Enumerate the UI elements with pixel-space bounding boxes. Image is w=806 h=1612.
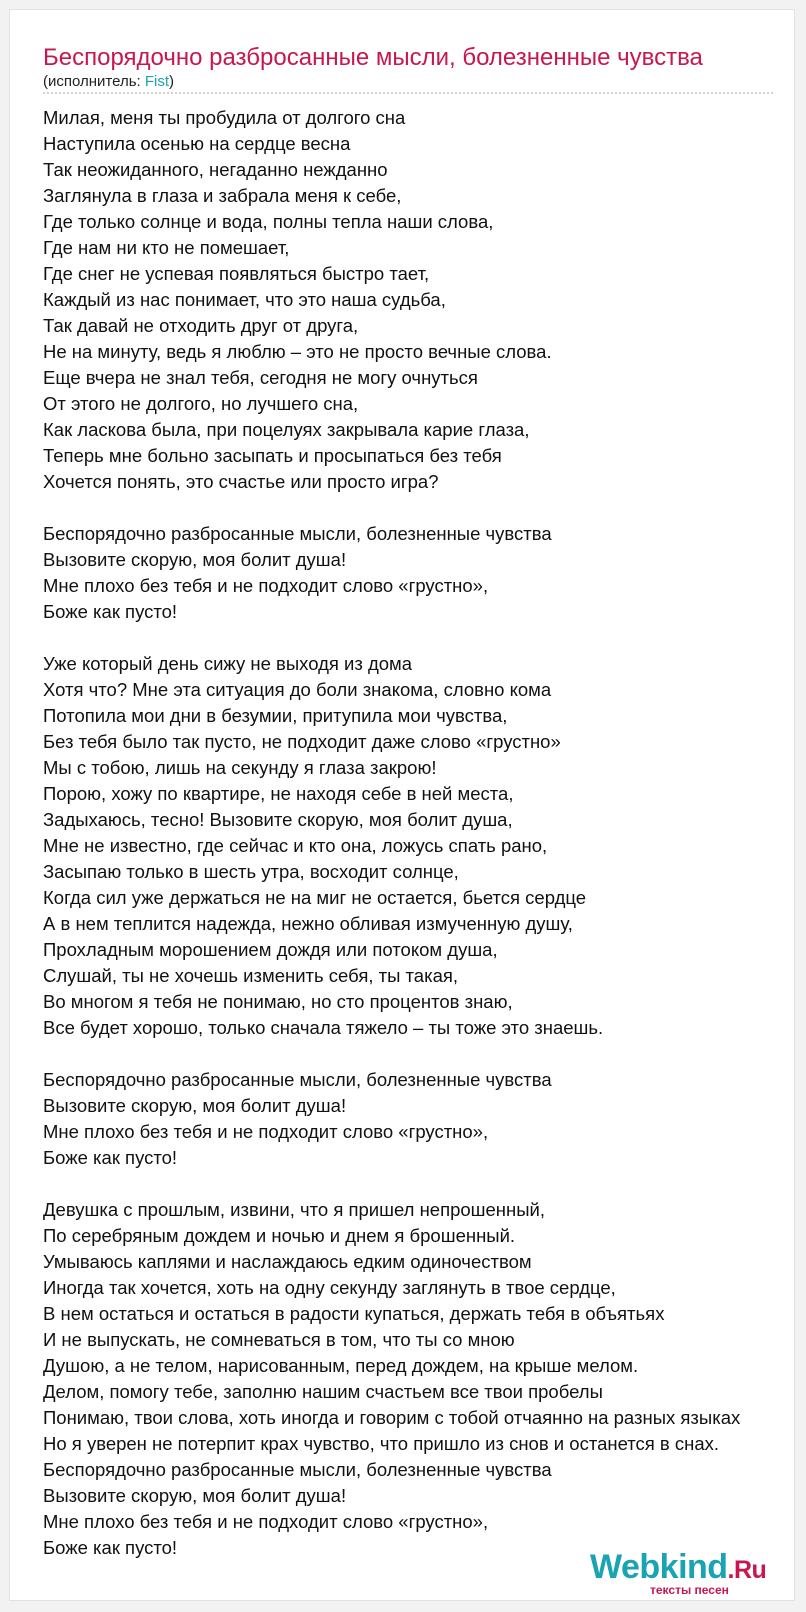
lyric-line: Прохладным морошением дождя или потоком душа, — [43, 939, 498, 960]
lyric-line: Где нам ни кто не помешает, — [43, 237, 290, 258]
lyric-line: Вызовите скорую, моя болит душа! — [43, 1095, 347, 1116]
logo-tld: .Ru — [727, 1556, 767, 1584]
lyric-line: Мне плохо без тебя и не подходит слово «грустно», — [43, 1121, 489, 1142]
lyric-line: Милая, меня ты пробудила от долгого сна — [43, 107, 406, 128]
lyric-line: Вызовите скорую, моя болит душа! — [43, 1485, 347, 1506]
artist-suffix: ) — [169, 73, 175, 90]
lyric-line: В нем остаться и остаться в радости купаться, держать тебя в объятьях — [43, 1303, 665, 1324]
header-divider — [43, 92, 773, 94]
lyric-line: Слушай, ты не хочешь изменить себя, ты такая, — [43, 965, 459, 986]
lyric-line: Хотя что? Мне эта ситуация до боли знакома, словно кома — [43, 679, 552, 700]
lyric-line: А в нем теплится надежда, нежно обливая измученную душу, — [43, 913, 573, 934]
lyric-line: Беспорядочно разбросанные мысли, болезненные чувства — [43, 523, 552, 544]
lyric-line: Душою, а не телом, нарисованным, перед дождем, на крыше мелом. — [43, 1355, 639, 1376]
lyric-line: Потопила мои дни в безумии, притупила мои чувства, — [43, 705, 508, 726]
artist-link[interactable]: Fist — [144, 73, 170, 90]
lyric-line: Вызовите скорую, моя болит душа! — [43, 549, 347, 570]
lyric-line: Умываюсь каплями и наслаждаюсь едким одиночеством — [43, 1251, 532, 1272]
lyric-line: Когда сил уже держаться не на миг не остается, бьется сердце — [43, 887, 587, 908]
lyric-line: Заглянула в глаза и забрала меня к себе, — [43, 185, 402, 206]
lyric-line: Беспорядочно разбросанные мысли, болезненные чувства — [43, 1069, 552, 1090]
stanza-gap — [43, 1041, 740, 1067]
lyric-line: Девушка с прошлым, извини, что я пришел непрошенный, — [43, 1199, 546, 1220]
logo-tagline: тексты песен — [650, 1583, 729, 1597]
lyric-line: Так давай не отходить друг от друга, — [43, 315, 359, 336]
lyric-line: Боже как пусто! — [43, 1537, 178, 1558]
lyric-line: Боже как пусто! — [43, 601, 178, 622]
lyric-line: Так неожиданного, негаданно нежданно — [43, 159, 388, 180]
webkind-logo[interactable] — [590, 1548, 766, 1587]
lyric-line: Где только солнце и вода, полны тепла наши слова, — [43, 211, 494, 232]
lyric-line: Хочется понять, это счастье или просто игра? — [43, 471, 439, 492]
lyric-line: Во многом я тебя не понимаю, но сто процентов знаю, — [43, 991, 513, 1012]
lyric-line: Делом, помогу тебе, заполню нашим счастьем все твои пробелы — [43, 1381, 603, 1402]
lyric-line: Не на минуту, ведь я люблю – это не просто вечные слова. — [43, 341, 552, 362]
lyric-line: Но я уверен не потерпит крах чувство, что пришло из снов и останется в снах. — [43, 1433, 720, 1454]
stanza-gap — [43, 495, 740, 521]
stanza-gap — [43, 625, 740, 651]
lyric-line: Мне не известно, где сейчас и кто она, ложусь спать рано, — [43, 835, 548, 856]
artist-prefix: (исполнитель: — [43, 73, 145, 90]
lyric-line: Беспорядочно разбросанные мысли, болезненные чувства — [43, 1459, 552, 1480]
lyric-line: Мы с тобою, лишь на секунду я глаза закрою! — [43, 757, 437, 778]
stanza-gap — [43, 1171, 740, 1197]
lyric-line: Мне плохо без тебя и не подходит слово «грустно», — [43, 1511, 489, 1532]
lyric-line: Теперь мне больно засыпать и просыпаться без тебя — [43, 445, 502, 466]
artist-line — [43, 73, 174, 90]
lyric-line: Боже как пусто! — [43, 1147, 178, 1168]
lyric-line: Как ласкова была, при поцелуях закрывала карие глаза, — [43, 419, 530, 440]
lyric-line: Уже который день сижу не выходя из дома — [43, 653, 413, 674]
lyric-line: Без тебя было так пусто, не подходит даже слово «грустно» — [43, 731, 561, 752]
lyric-line: Наступила осенью на сердце весна — [43, 133, 351, 154]
lyric-line: Порою, хожу по квартире, не находя себе в ней места, — [43, 783, 514, 804]
lyric-line: Где снег не успевая появляться быстро тает, — [43, 263, 430, 284]
lyric-line: Задыхаюсь, тесно! Вызовите скорую, моя болит душа, — [43, 809, 513, 830]
lyric-line: Мне плохо без тебя и не подходит слово «грустно», — [43, 575, 489, 596]
lyric-line: Еще вчера не знал тебя, сегодня не могу очнуться — [43, 367, 478, 388]
lyric-line: Каждый из нас понимает, что это наша судьба, — [43, 289, 446, 310]
lyric-line: Иногда так хочется, хоть на одну секунду заглянуть в твое сердце, — [43, 1277, 616, 1298]
lyric-line: Все будет хорошо, только сначала тяжело – ты тоже это знаешь. — [43, 1017, 604, 1038]
lyric-line: И не выпускать, не сомневаться в том, что ты со мною — [43, 1329, 515, 1350]
song-title: Беспорядочно разбросанные мысли, болезненные чувства — [43, 44, 703, 71]
lyric-line: Засыпаю только в шесть утра, восходит солнце, — [43, 861, 459, 882]
lyric-line: Понимаю, твои слова, хоть иногда и говорим с тобой отчаянно на разных языках — [43, 1407, 741, 1428]
lyric-line: От этого не долгого, но лучшего сна, — [43, 393, 359, 414]
lyric-line: По серебряным дождем и ночью и днем я брошенный. — [43, 1225, 516, 1246]
lyrics-block — [43, 105, 740, 1561]
logo-brand: Webkind — [590, 1548, 728, 1586]
page-card — [9, 9, 795, 1601]
